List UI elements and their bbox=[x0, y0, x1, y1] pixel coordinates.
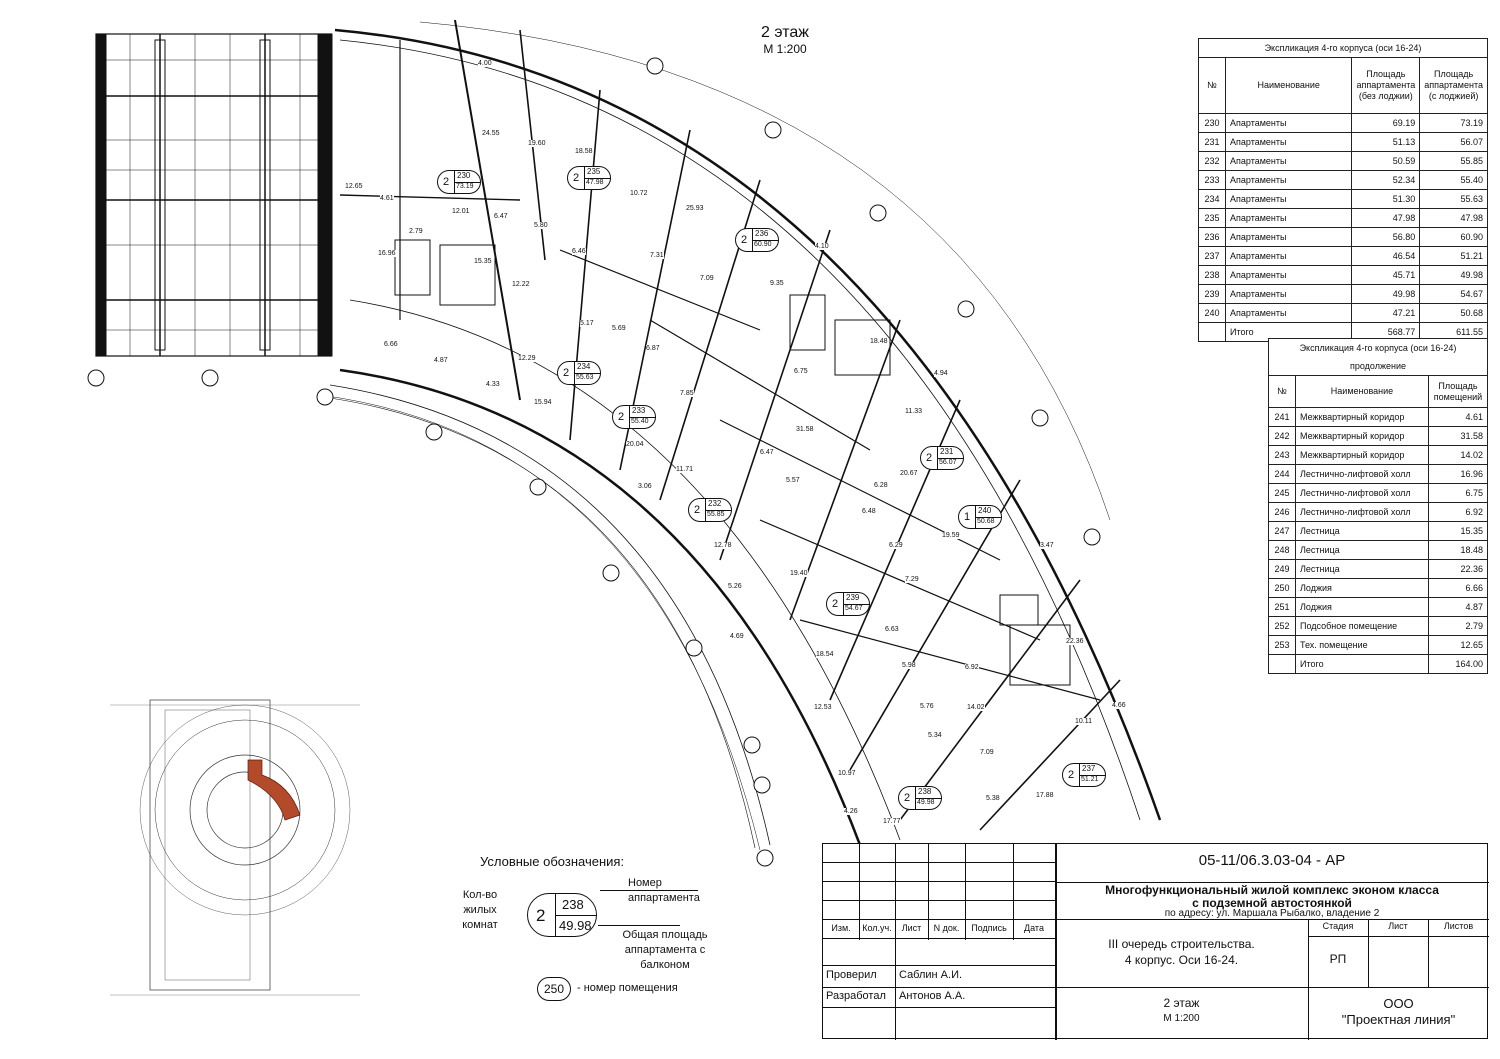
company-name-1: ООО bbox=[1383, 996, 1414, 1011]
room-cell: 246 bbox=[1269, 503, 1296, 522]
table-row bbox=[1269, 560, 1488, 579]
drawing-scale: М 1:200 bbox=[763, 42, 807, 56]
room-area: 6.63 bbox=[885, 626, 899, 633]
table-caption: Экспликация 4-го корпуса (оси 16-24) продолжение bbox=[1269, 339, 1488, 376]
room-area: 12.22 bbox=[512, 281, 530, 288]
table-row bbox=[1199, 190, 1488, 209]
room-cell: 31.58 bbox=[1429, 427, 1488, 446]
col-list: Лист bbox=[901, 923, 922, 933]
room-area: 3.06 bbox=[638, 483, 652, 490]
apartment-cell: 69.19 bbox=[1352, 114, 1420, 133]
table-row bbox=[1269, 579, 1488, 598]
room-cell: 248 bbox=[1269, 541, 1296, 560]
legend-rooms-label: Кол-во жилых комнат bbox=[462, 889, 498, 931]
col-data: Дата bbox=[1024, 923, 1044, 933]
table-row bbox=[1199, 304, 1488, 323]
apartment-marker bbox=[826, 592, 870, 616]
room-cell: Межквартирный коридор bbox=[1296, 446, 1429, 465]
total-value-2: 611.55 bbox=[1420, 323, 1488, 342]
room-area: 4.94 bbox=[934, 370, 948, 377]
legend-area-label: Общая площадь аппартамента с балконом bbox=[622, 929, 708, 971]
apartment-cell: Апартаменты bbox=[1226, 228, 1352, 247]
header-stage: Стадия bbox=[1322, 921, 1354, 931]
apartment-area: 55.40 bbox=[631, 418, 649, 425]
legend-apt-area: 49.98 bbox=[559, 918, 592, 933]
legend-room-number-label: - номер помещения bbox=[577, 982, 678, 994]
table-row bbox=[1199, 209, 1488, 228]
room-cell: 2.79 bbox=[1429, 617, 1488, 636]
table-row bbox=[1269, 598, 1488, 617]
room-area: 3.47 bbox=[1040, 542, 1054, 549]
room-cell: 16.96 bbox=[1429, 465, 1488, 484]
room-area: 19.59 bbox=[942, 532, 960, 539]
total-label: Итого bbox=[1296, 655, 1429, 674]
room-area: 17.77 bbox=[883, 818, 901, 825]
legend-rooms-value: 2 bbox=[536, 906, 546, 925]
apartment-marker bbox=[735, 228, 779, 252]
room-area: 15.94 bbox=[534, 399, 552, 406]
apartment-marker bbox=[958, 505, 1002, 529]
room-cell: 6.92 bbox=[1429, 503, 1488, 522]
apartment-cell: 237 bbox=[1199, 247, 1226, 266]
apartment-cell: 230 bbox=[1199, 114, 1226, 133]
apartment-cell: Апартаменты bbox=[1226, 133, 1352, 152]
room-cell: 4.61 bbox=[1429, 408, 1488, 427]
apartment-rooms: 2 bbox=[573, 172, 580, 184]
apartment-cell: 231 bbox=[1199, 133, 1226, 152]
room-cell: 250 bbox=[1269, 579, 1296, 598]
project-name: Многофункциональный жилой комплекс эконом класса bbox=[1105, 883, 1439, 897]
room-area: 6.87 bbox=[646, 345, 660, 352]
apartment-rooms: 2 bbox=[1068, 769, 1075, 781]
room-cell: 4.87 bbox=[1429, 598, 1488, 617]
table-row bbox=[1199, 266, 1488, 285]
apartment-cell: Апартаменты bbox=[1226, 114, 1352, 133]
room-cell: 245 bbox=[1269, 484, 1296, 503]
developer-name: Антонов А.А. bbox=[899, 990, 966, 1002]
room-area: 5.76 bbox=[920, 703, 934, 710]
room-area: 12.78 bbox=[714, 542, 732, 549]
table-row bbox=[1269, 427, 1488, 446]
room-area: 6.28 bbox=[874, 482, 888, 489]
apartment-explication-table bbox=[1198, 38, 1488, 342]
room-area: 5.69 bbox=[612, 325, 626, 332]
room-area: 4.10 bbox=[815, 243, 829, 250]
drawing-code: 05-11/06.3.03-04 - АР bbox=[1198, 852, 1346, 869]
room-area: 7.31 bbox=[650, 252, 664, 259]
room-area: 10.97 bbox=[838, 770, 856, 777]
room-cell: Тех. помещение bbox=[1296, 636, 1429, 655]
apartment-cell: 49.98 bbox=[1420, 266, 1488, 285]
apartment-rooms: 2 bbox=[443, 176, 450, 188]
legend-apt-marker bbox=[527, 893, 597, 937]
room-cell: 15.35 bbox=[1429, 522, 1488, 541]
room-area: 11.33 bbox=[905, 408, 922, 415]
legend-apt-number-label: Номер аппартамента bbox=[628, 877, 700, 904]
room-area: 4.66 bbox=[1112, 702, 1126, 709]
room-area: 10.72 bbox=[630, 190, 648, 197]
total-value: 164.00 bbox=[1429, 655, 1488, 674]
table-row bbox=[1269, 408, 1488, 427]
room-area: 18.58 bbox=[575, 148, 593, 155]
apartment-rooms: 2 bbox=[618, 411, 625, 423]
total-label: Итого bbox=[1226, 323, 1352, 342]
room-area: 10.11 bbox=[1075, 718, 1092, 725]
room-cell: 18.48 bbox=[1429, 541, 1488, 560]
room-area: 12.01 bbox=[452, 208, 470, 215]
curved-building-walls bbox=[330, 20, 1160, 848]
apartment-number: 235 bbox=[587, 167, 601, 176]
parking-grid bbox=[96, 34, 332, 356]
apartment-number: 230 bbox=[457, 171, 471, 180]
room-area: 5.57 bbox=[786, 477, 800, 484]
apartment-marker bbox=[567, 166, 611, 190]
table-row bbox=[1269, 446, 1488, 465]
apartment-cell: 240 bbox=[1199, 304, 1226, 323]
room-cell: 241 bbox=[1269, 408, 1296, 427]
room-area: 12.29 bbox=[518, 355, 536, 362]
checked-name: Саблин А.И. bbox=[899, 969, 963, 981]
room-area: 7.09 bbox=[980, 749, 994, 756]
apartment-cell: 45.71 bbox=[1352, 266, 1420, 285]
room-area: 5.17 bbox=[580, 320, 594, 327]
checked-role: Проверил bbox=[826, 969, 877, 981]
apartment-rooms: 2 bbox=[926, 452, 933, 464]
apartment-cell: 51.30 bbox=[1352, 190, 1420, 209]
apartment-area: 49.98 bbox=[917, 799, 935, 806]
col-header-area2: Площадь аппартамента (с лоджией) bbox=[1420, 58, 1488, 114]
apartment-area: 60.90 bbox=[754, 241, 772, 248]
col-izm: Изм. bbox=[831, 923, 851, 933]
col-header-no: № bbox=[1269, 376, 1296, 408]
apartment-cell: Апартаменты bbox=[1226, 266, 1352, 285]
room-area: 18.54 bbox=[816, 651, 834, 658]
apartment-number: 231 bbox=[940, 447, 954, 456]
room-area: 7.09 bbox=[700, 275, 714, 282]
table-caption: Экспликация 4-го корпуса (оси 16-24) bbox=[1199, 39, 1488, 58]
room-area: 15.35 bbox=[474, 258, 492, 265]
room-area: 12.65 bbox=[345, 183, 363, 190]
room-cell: Межквартирный коридор bbox=[1296, 427, 1429, 446]
room-cell: 249 bbox=[1269, 560, 1296, 579]
apartment-marker bbox=[920, 446, 964, 470]
table-row bbox=[1269, 541, 1488, 560]
room-area: 6.47 bbox=[494, 213, 508, 220]
drawing-title: 2 этаж bbox=[761, 24, 809, 41]
room-area: 4.33 bbox=[486, 381, 500, 388]
apartment-cell: 73.19 bbox=[1420, 114, 1488, 133]
room-cell: 244 bbox=[1269, 465, 1296, 484]
room-area: 20.67 bbox=[900, 470, 918, 477]
apartment-rooms: 2 bbox=[563, 367, 570, 379]
room-cell: Лоджия bbox=[1296, 579, 1429, 598]
room-area: 22.36 bbox=[1066, 638, 1084, 645]
room-area: 4.00 bbox=[478, 60, 492, 67]
apartment-cell: 46.54 bbox=[1352, 247, 1420, 266]
developer-role: Разработал bbox=[826, 990, 886, 1002]
apartment-area: 50.68 bbox=[977, 518, 995, 525]
room-cell: Лестница bbox=[1296, 541, 1429, 560]
apartment-cell: 51.21 bbox=[1420, 247, 1488, 266]
room-cell: 242 bbox=[1269, 427, 1296, 446]
room-area: 24.55 bbox=[482, 130, 500, 137]
table-row bbox=[1269, 522, 1488, 541]
table-row bbox=[1199, 152, 1488, 171]
apartment-number: 240 bbox=[978, 506, 992, 515]
table-row bbox=[1269, 465, 1488, 484]
table-row bbox=[1199, 133, 1488, 152]
apartment-cell: 56.80 bbox=[1352, 228, 1420, 247]
room-area: 9.35 bbox=[770, 280, 784, 287]
room-area: 6.48 bbox=[862, 508, 876, 515]
room-cell: 253 bbox=[1269, 636, 1296, 655]
stage-desc-2: 4 корпус. Оси 16-24. bbox=[1124, 953, 1239, 967]
apartment-cell: Апартаменты bbox=[1226, 247, 1352, 266]
table-row bbox=[1199, 247, 1488, 266]
apartment-number: 232 bbox=[708, 499, 722, 508]
apartment-cell: 51.13 bbox=[1352, 133, 1420, 152]
col-ndok: N док. bbox=[933, 923, 960, 933]
room-area: 18.48 bbox=[870, 338, 888, 345]
apartment-area: 51.21 bbox=[1081, 776, 1099, 783]
sheet-scale: М 1:200 bbox=[1163, 1013, 1200, 1024]
table-row bbox=[1269, 484, 1488, 503]
apartment-cell: 55.40 bbox=[1420, 171, 1488, 190]
room-area: 6.92 bbox=[965, 664, 979, 671]
table-row bbox=[1269, 503, 1488, 522]
room-cell: Лестница bbox=[1296, 522, 1429, 541]
total-value-1: 568.77 bbox=[1352, 323, 1420, 342]
apartment-area: 54.67 bbox=[845, 605, 863, 612]
apartment-cell: 234 bbox=[1199, 190, 1226, 209]
room-cell: Лестнично-лифтовой холл bbox=[1296, 465, 1429, 484]
apartment-area: 55.63 bbox=[576, 374, 594, 381]
apartment-cell: 236 bbox=[1199, 228, 1226, 247]
room-area: 20.04 bbox=[626, 441, 644, 448]
apartment-marker bbox=[437, 170, 481, 194]
room-cell: 247 bbox=[1269, 522, 1296, 541]
apartment-cell: 47.98 bbox=[1420, 209, 1488, 228]
apartment-cell: Апартаменты bbox=[1226, 209, 1352, 228]
room-area: 16.96 bbox=[378, 250, 396, 257]
stage-value: РП bbox=[1329, 952, 1347, 966]
room-area: 4.61 bbox=[380, 195, 394, 202]
room-cell: Межквартирный коридор bbox=[1296, 408, 1429, 427]
room-area: 6.75 bbox=[794, 368, 808, 375]
room-area: 4.69 bbox=[730, 633, 744, 640]
sheet-title: 2 этаж bbox=[1163, 996, 1200, 1010]
apartment-cell: 52.34 bbox=[1352, 171, 1420, 190]
room-area: 5.80 bbox=[534, 222, 548, 229]
room-cell: 252 bbox=[1269, 617, 1296, 636]
table-row bbox=[1199, 228, 1488, 247]
room-area: 5.26 bbox=[728, 583, 742, 590]
room-area: 14.02 bbox=[967, 704, 985, 711]
legend-room-number-marker: 250 bbox=[537, 977, 571, 1001]
apartment-marker bbox=[898, 786, 942, 810]
apartment-rooms: 1 bbox=[964, 511, 971, 523]
room-cell: 251 bbox=[1269, 598, 1296, 617]
apartment-cell: 49.98 bbox=[1352, 285, 1420, 304]
apartment-rooms: 2 bbox=[694, 504, 701, 516]
project-name-2: с подземной автостоянкой bbox=[1192, 896, 1352, 910]
col-header-name: Наименование bbox=[1226, 58, 1352, 114]
apartment-marker bbox=[688, 498, 732, 522]
apartment-area: 55.85 bbox=[707, 511, 725, 518]
header-sheet: Лист bbox=[1388, 921, 1408, 931]
room-cell: Лестница bbox=[1296, 560, 1429, 579]
room-area: 12.53 bbox=[814, 704, 832, 711]
col-kol: Кол.уч. bbox=[862, 923, 892, 933]
apartment-cell: Апартаменты bbox=[1226, 152, 1352, 171]
room-area: 6.47 bbox=[760, 449, 774, 456]
apartment-cell: 56.07 bbox=[1420, 133, 1488, 152]
apartment-number: 237 bbox=[1082, 764, 1096, 773]
apartment-cell: 55.85 bbox=[1420, 152, 1488, 171]
col-header-name: Наименование bbox=[1296, 376, 1429, 408]
room-area: 5.34 bbox=[928, 732, 942, 739]
col-header-no: № bbox=[1199, 58, 1226, 114]
col-podp: Подпись bbox=[971, 923, 1007, 933]
room-area: 31.58 bbox=[796, 426, 814, 433]
stage-desc-1: III очередь строительства. bbox=[1108, 937, 1255, 951]
room-area: 6.29 bbox=[889, 542, 903, 549]
room-cell: 12.65 bbox=[1429, 636, 1488, 655]
room-cell: Подсобное помещение bbox=[1296, 617, 1429, 636]
apartment-area: 47.98 bbox=[586, 179, 604, 186]
key-plan bbox=[110, 700, 360, 995]
apartment-rooms: 2 bbox=[904, 792, 911, 804]
apartment-cell: 54.67 bbox=[1420, 285, 1488, 304]
room-cell: Лоджия bbox=[1296, 598, 1429, 617]
apartment-area: 56.07 bbox=[939, 459, 957, 466]
table-row bbox=[1269, 636, 1488, 655]
apartment-cell: 238 bbox=[1199, 266, 1226, 285]
apartment-cell: 60.90 bbox=[1420, 228, 1488, 247]
apartment-rooms: 2 bbox=[741, 234, 748, 246]
apartment-cell: 233 bbox=[1199, 171, 1226, 190]
project-address: по адресу: ул. Маршала Рыбалко, владение 2 bbox=[1164, 908, 1380, 919]
room-area: 25.93 bbox=[686, 205, 704, 212]
col-header-area1: Площадь аппартамента (без лоджии) bbox=[1352, 58, 1420, 114]
room-area: 6.46 bbox=[572, 248, 586, 255]
room-area: 2.79 bbox=[409, 228, 423, 235]
apartment-marker bbox=[1062, 763, 1106, 787]
room-cell: 14.02 bbox=[1429, 446, 1488, 465]
apartment-cell: 239 bbox=[1199, 285, 1226, 304]
apartment-cell: Апартаменты bbox=[1226, 285, 1352, 304]
apartment-cell: Апартаменты bbox=[1226, 190, 1352, 209]
room-area: 7.85 bbox=[680, 390, 694, 397]
apartment-cell: 232 bbox=[1199, 152, 1226, 171]
room-area: 5.38 bbox=[986, 795, 1000, 802]
title-block bbox=[822, 843, 1488, 1039]
apartment-number: 236 bbox=[755, 229, 769, 238]
room-area: 7.29 bbox=[905, 576, 919, 583]
apartment-area: 73.19 bbox=[456, 183, 474, 190]
room-cell: Лестнично-лифтовой холл bbox=[1296, 484, 1429, 503]
apartment-cell: 47.98 bbox=[1352, 209, 1420, 228]
header-sheets: Листов bbox=[1443, 921, 1474, 931]
room-cell: 22.36 bbox=[1429, 560, 1488, 579]
room-area: 5.98 bbox=[902, 662, 916, 669]
table-row bbox=[1269, 617, 1488, 636]
table-row bbox=[1199, 171, 1488, 190]
room-cell: 6.66 bbox=[1429, 579, 1488, 598]
apartment-cell: 235 bbox=[1199, 209, 1226, 228]
apartment-cell: 47.21 bbox=[1352, 304, 1420, 323]
apartment-rooms: 2 bbox=[832, 598, 839, 610]
room-area: 19.40 bbox=[790, 570, 808, 577]
apartment-cell: 50.68 bbox=[1420, 304, 1488, 323]
col-header-area: Площадь помещений bbox=[1429, 376, 1488, 408]
apartment-number: 234 bbox=[577, 362, 591, 371]
apartment-cell: Апартаменты bbox=[1226, 304, 1352, 323]
room-area: 17.88 bbox=[1036, 792, 1054, 799]
apartment-cell: 50.59 bbox=[1352, 152, 1420, 171]
room-cell: 6.75 bbox=[1429, 484, 1488, 503]
legend-title: Условные обозначения: bbox=[480, 854, 625, 869]
room-cell: 243 bbox=[1269, 446, 1296, 465]
apartment-number: 238 bbox=[918, 787, 932, 796]
table-row bbox=[1199, 285, 1488, 304]
room-area: 6.66 bbox=[384, 341, 398, 348]
company-name-2: "Проектная линия" bbox=[1341, 1012, 1456, 1027]
table-row bbox=[1199, 114, 1488, 133]
rooms-explication-table bbox=[1268, 338, 1488, 674]
apartment-cell: 55.63 bbox=[1420, 190, 1488, 209]
room-area: 11.71 bbox=[676, 466, 693, 473]
apartment-number: 239 bbox=[846, 593, 860, 602]
apartment-number: 233 bbox=[632, 406, 646, 415]
apartment-cell: Апартаменты bbox=[1226, 171, 1352, 190]
room-area: 19.60 bbox=[528, 140, 546, 147]
room-cell: Лестнично-лифтовой холл bbox=[1296, 503, 1429, 522]
legend-apt-number: 238 bbox=[562, 897, 584, 912]
room-area: 4.87 bbox=[434, 357, 448, 364]
apartment-marker bbox=[612, 405, 656, 429]
room-area: 4.26 bbox=[844, 808, 858, 815]
apartment-marker bbox=[557, 361, 601, 385]
